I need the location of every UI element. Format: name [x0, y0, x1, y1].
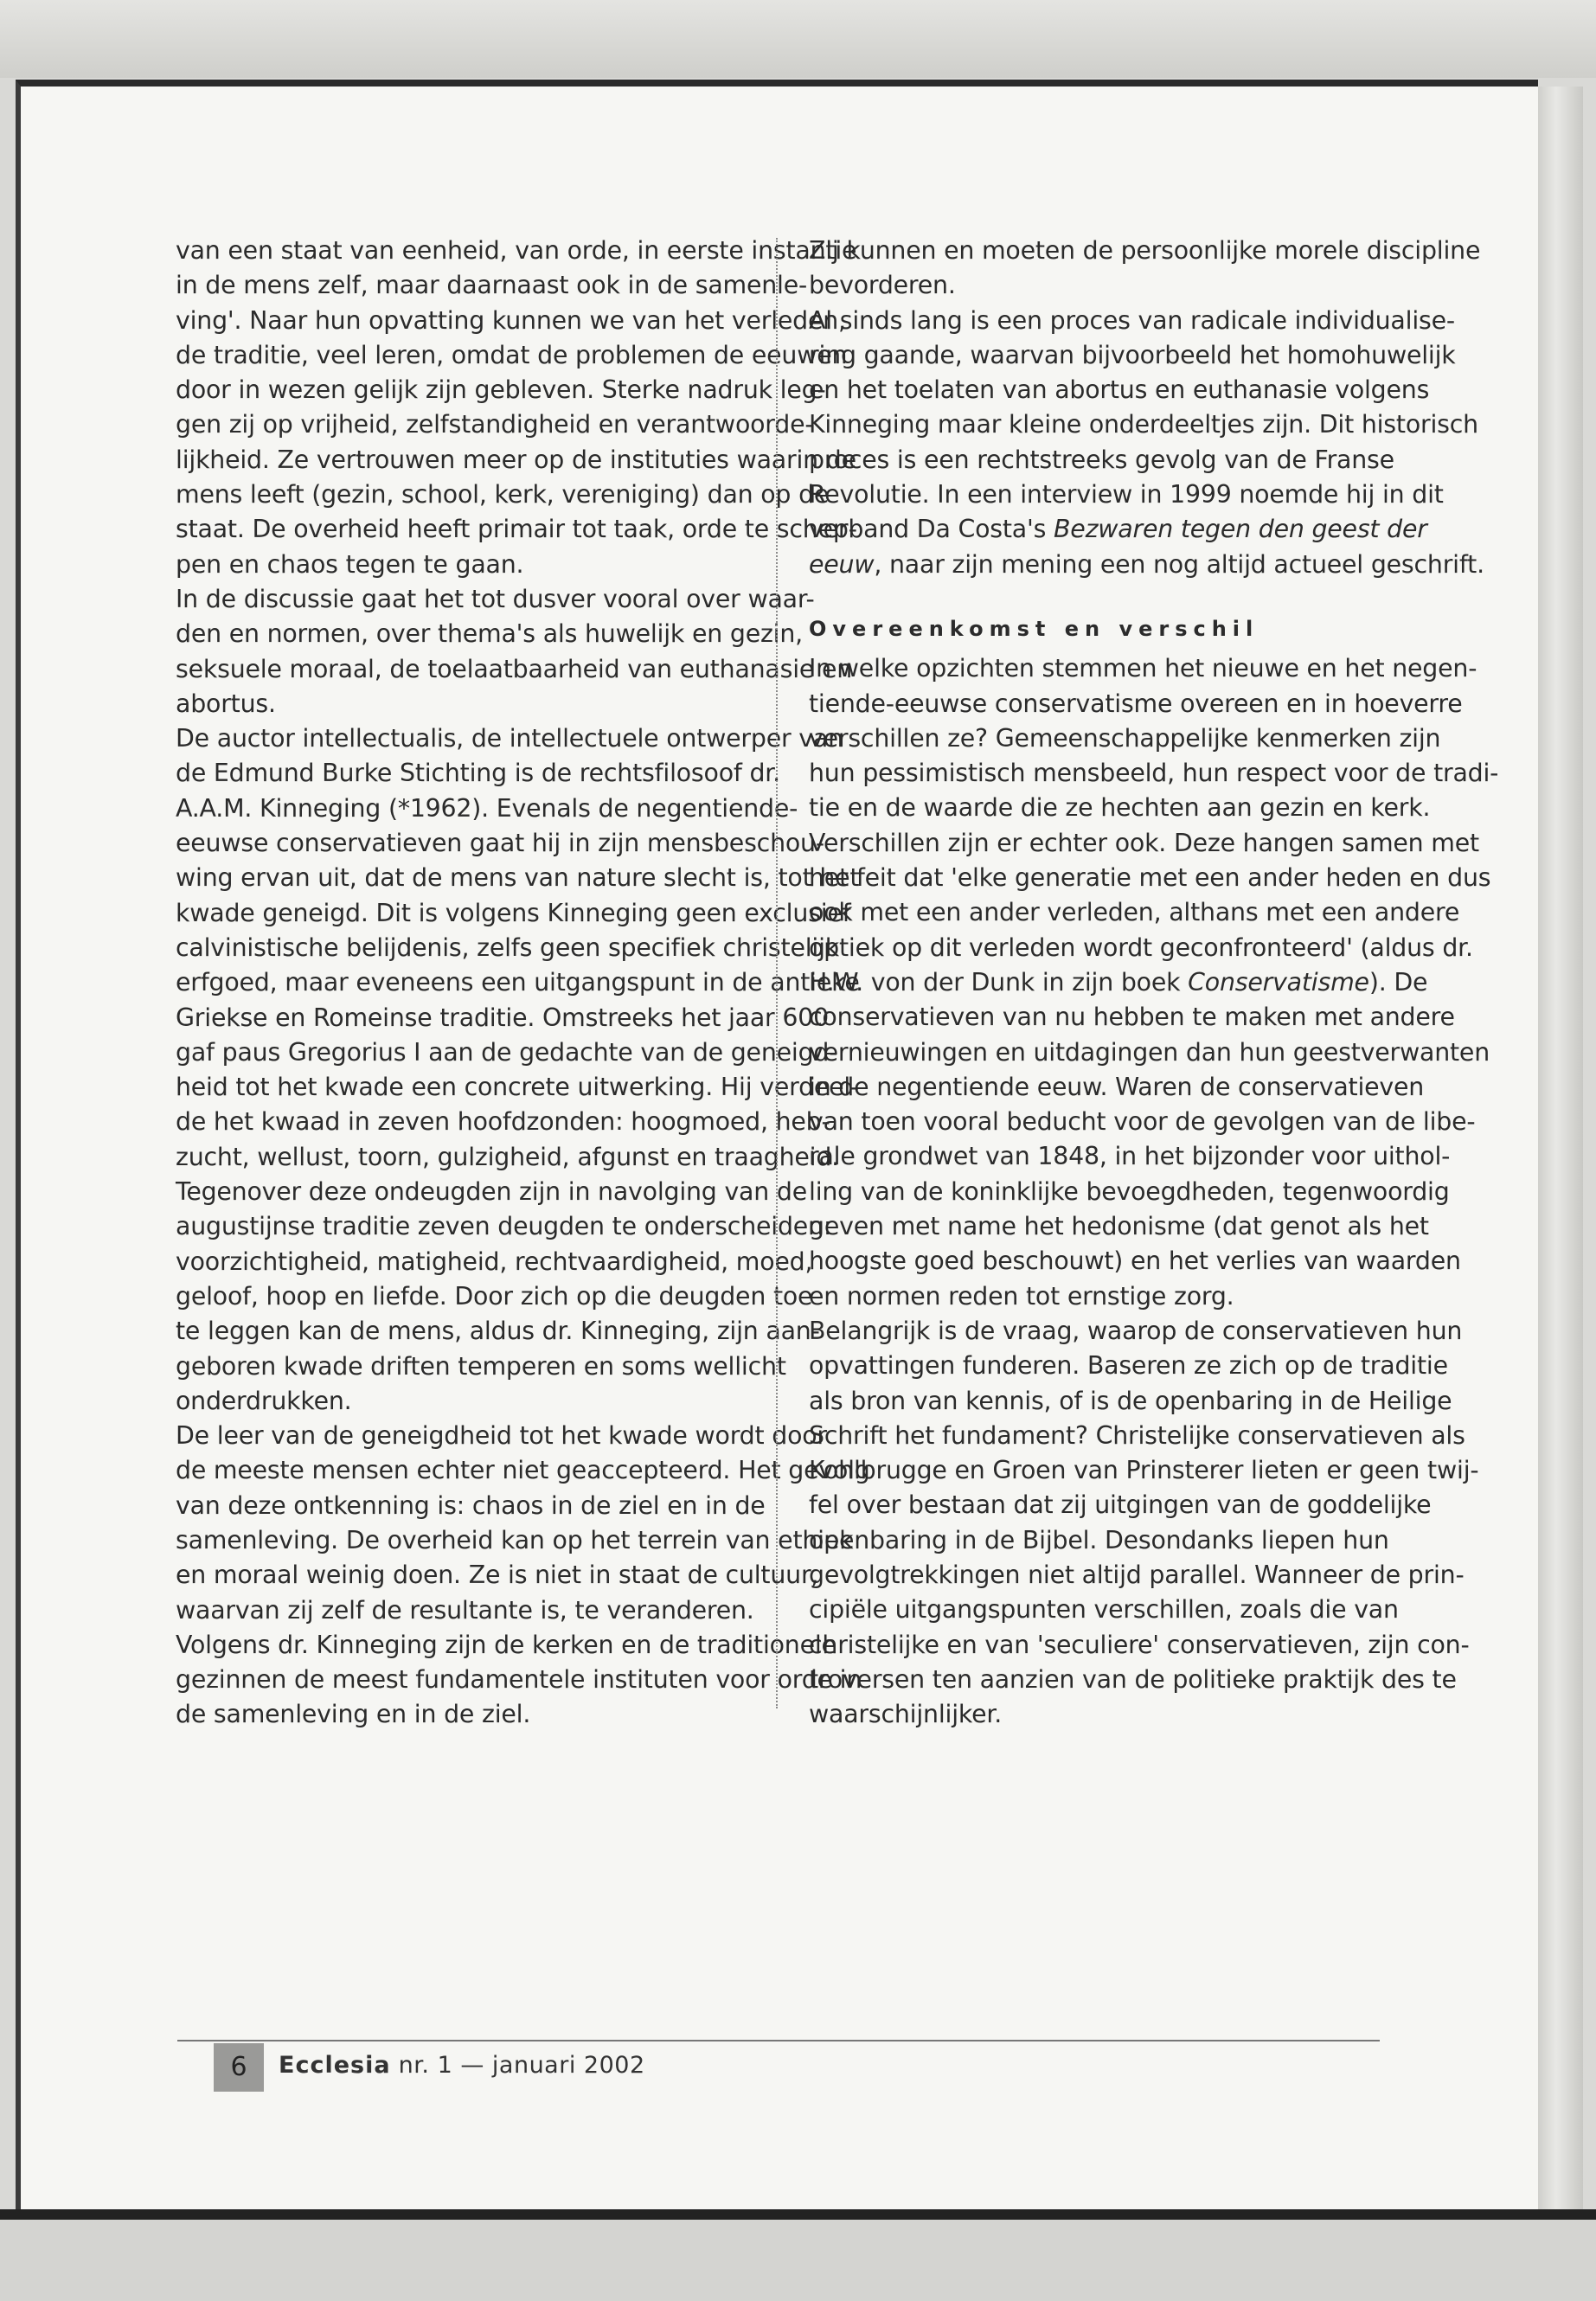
text-run: verband Da Costa's — [809, 515, 1054, 544]
text-line: gevolgtrekkingen niet altijd parallel. Wanneer de prin- — [809, 1560, 1465, 1589]
text-line: proces is een rechtstreeks gevolg van de Franse — [809, 445, 1394, 474]
text-line: waarschijnlijker. — [809, 1700, 1003, 1729]
page-number: 6 — [214, 2043, 264, 2092]
column-divider — [776, 238, 778, 1708]
text-line: geloof, hoop en liefde. Door zich op die deugden toe — [176, 1281, 813, 1311]
text-line: het feit dat 'elke generatie met een ander heden en dus — [809, 863, 1491, 893]
text-line: Revolutie. In een interview in 1999 noemde hij in dit — [809, 480, 1444, 510]
scan-background-bottom — [0, 2220, 1596, 2301]
magazine-name: Ecclesia — [279, 2052, 391, 2079]
text-line: Kohlbrugge en Groen van Prinsterer lieten er geen twij- — [809, 1456, 1479, 1485]
text-run: H.W. von der Dunk in zijn boek — [809, 967, 1189, 997]
text-line — [809, 548, 1484, 582]
paragraph — [176, 1419, 870, 1628]
issue-info: nr. 1 — januari 2002 — [398, 2052, 645, 2079]
left-text-column — [176, 234, 870, 1733]
text-line: conservatieven van nu hebben te maken met andere — [809, 1003, 1455, 1032]
text-line: tie en de waarde die ze hechten aan gezin en kerk. — [809, 793, 1431, 823]
text-line: cipiële uitgangspunten verschillen, zoals die van — [809, 1595, 1399, 1625]
text-line: seksuele moraal, de toelaatbaarheid van euthanasie en — [176, 654, 853, 683]
text-line: calvinistische belijdenis, zelfs geen specifiek christelijk — [176, 933, 840, 962]
footer-masthead — [279, 2052, 645, 2079]
text-line: A.A.M. Kinneging (*1962). Evenals de negentiende- — [176, 793, 798, 823]
text-line: geboren kwade driften temperen en soms wellicht — [176, 1351, 786, 1381]
text-line: van deze ontkenning is: chaos in de ziel en in de — [176, 1490, 766, 1520]
text-line: Zij kunnen en moeten de persoonlijke morele discipline — [809, 236, 1481, 265]
text-line: De leer van de geneigdheid tot het kwade wordt door — [176, 1421, 827, 1451]
text-line: van toen vooral beducht voor de gevolgen van de libe- — [809, 1107, 1476, 1137]
text-line: wing ervan uit, dat de mens van nature slecht is, tot het — [176, 863, 860, 893]
paragraph — [176, 721, 860, 1419]
book-title: eeuw — [809, 549, 875, 579]
next-page-edge — [1538, 87, 1583, 2214]
text-line: vernieuwingen en uitdagingen dan hun geestverwanten — [809, 1037, 1490, 1067]
text-line: samenleving. De overheid kan op het terrein van ethiek — [176, 1525, 854, 1554]
text-line: bevorderen. — [809, 271, 956, 300]
text-line: mens leeft (gezin, school, kerk, vereniging) dan op de — [176, 480, 830, 510]
text-line: door in wezen gelijk zijn gebleven. Sterke nadruk leg- — [176, 375, 826, 405]
text-line: gaf paus Gregorius I aan de gedachte van de geneigd- — [176, 1037, 838, 1067]
text-line: In welke opzichten stemmen het nieuwe en het negen- — [809, 654, 1477, 683]
paragraph — [176, 234, 857, 582]
text-line: en het toelaten van abortus en euthanasie volgens — [809, 375, 1430, 405]
text-line: augustijnse traditie zeven deugden te onderscheiden: — [176, 1212, 832, 1241]
page-bottom-edge — [0, 2209, 1596, 2220]
text-line: In de discussie gaat het tot dusver vooral over waar- — [176, 584, 815, 613]
text-line: opvattingen funderen. Baseren ze zich op de traditie — [809, 1351, 1448, 1381]
book-title: Bezwaren tegen den geest der — [1054, 515, 1427, 544]
text-line: troversen ten aanzien van de politieke praktijk des te — [809, 1664, 1457, 1694]
text-line: de Edmund Burke Stichting is de rechtsfilosoof dr. — [176, 759, 780, 788]
text-line: ling van de koninklijke bevoegdheden, tegenwoordig — [809, 1176, 1450, 1206]
text-line: van een staat van eenheid, van orde, in eerste instantie — [176, 236, 857, 265]
text-line: ving'. Naar hun opvatting kunnen we van het verleden, — [176, 305, 846, 335]
text-line: staat. De overheid heeft primair tot taak, orde te schep- — [176, 515, 857, 544]
section-heading: Overeenkomst en verschil — [809, 616, 1259, 641]
text-line: christelijke en van 'seculiere' conservatieven, zijn con- — [809, 1630, 1470, 1659]
text-line: te leggen kan de mens, aldus dr. Kinneging, zijn aan- — [176, 1317, 820, 1346]
text-line: zucht, wellust, toorn, gulzigheid, afgunst en traagheid. — [176, 1142, 839, 1171]
text-line: in de mens zelf, maar daarnaast ook in de samenle- — [176, 271, 808, 300]
text-line: de traditie, veel leren, omdat de problemen de eeuwen — [176, 340, 848, 369]
text-line: Griekse en Romeinse traditie. Omstreeks het jaar 600 — [176, 1003, 829, 1032]
text-line: de het kwaad in zeven hoofdzonden: hoogmoed, heb- — [176, 1107, 830, 1137]
text-line: ring gaande, waarvan bijvoorbeeld het homohuwelijk — [809, 340, 1456, 369]
text-line: fel over bestaan dat zij uitgingen van de goddelijke — [809, 1490, 1432, 1520]
text-line: Tegenover deze ondeugden zijn in navolging van de — [176, 1177, 807, 1207]
text-line: voorzichtigheid, matigheid, rechtvaardigheid, moed, — [176, 1247, 813, 1276]
paragraph — [809, 651, 1499, 825]
text-line: geven met name het hedonisme (dat genot als het — [809, 1212, 1429, 1241]
text-line: de meeste mensen echter niet geaccepteerd. Het gevolg — [176, 1456, 870, 1485]
paragraph — [809, 826, 1491, 1314]
text-line: Kinneging maar kleine onderdeeltjes zijn. Dit historisch — [809, 410, 1478, 439]
text-line: openbaring in de Bijbel. Desondanks liepen hun — [809, 1525, 1389, 1554]
text-line: erfgoed, maar eveneens een uitgangspunt in de antieke — [176, 968, 860, 997]
text-line: pen en chaos tegen te gaan. — [176, 549, 524, 579]
text-line: onderdrukken. — [176, 1386, 352, 1415]
text-line: waarvan zij zelf de resultante is, te veranderen. — [176, 1595, 754, 1625]
text-line: heid tot het kwade een concrete uitwerking. Hij verdeel- — [176, 1073, 860, 1102]
text-line: kwade geneigd. Dit is volgens Kinneging geen exclusief — [176, 898, 851, 927]
text-line: rale grondwet van 1848, in het bijzonder voor uithol- — [809, 1142, 1451, 1171]
footer-rule — [177, 2040, 1380, 2041]
text-line: optiek op dit verleden wordt geconfronteerd' (aldus dr. — [809, 933, 1473, 962]
text-line: hoogste goed beschouwt) en het verlies van waarden — [809, 1247, 1461, 1276]
paragraph — [176, 582, 853, 721]
text-line: De auctor intellectualis, de intellectuele ontwerper van — [176, 724, 843, 753]
paragraph — [809, 234, 1481, 304]
text-line: gezinnen de meest fundamentele instituten voor orde in — [176, 1665, 862, 1695]
text-line: Verschillen zijn er echter ook. Deze hangen samen met — [809, 828, 1479, 857]
book-title: Conservatisme — [1188, 967, 1369, 997]
text-line: den en normen, over thema's als huwelijk en gezin, — [176, 619, 803, 649]
text-line: hun pessimistisch mensbeeld, hun respect voor de tradi- — [809, 759, 1499, 788]
text-line: eeuwse conservatieven gaat hij in zijn mensbeschou- — [176, 829, 824, 858]
text-line: en moraal weinig doen. Ze is niet in staat de cultuur, — [176, 1561, 819, 1590]
scan-background-top — [0, 0, 1596, 78]
text-line: abortus. — [176, 689, 276, 718]
paragraph — [809, 304, 1484, 582]
text-run: , naar zijn mening een nog altijd actueel geschrift. — [874, 549, 1484, 579]
paragraph — [809, 1314, 1479, 1733]
text-line: en normen reden tot ernstige zorg. — [809, 1281, 1234, 1311]
text-run: ). De — [1368, 967, 1428, 997]
text-line: verschillen ze? Gemeenschappelijke kenmerken zijn — [809, 723, 1441, 753]
text-line: lijkheid. Ze vertrouwen meer op de instituties waarin de — [176, 445, 856, 474]
text-line: Schrift het fundament? Christelijke conservatieven als — [809, 1420, 1465, 1450]
text-line — [809, 512, 1427, 547]
right-text-column — [809, 234, 1499, 1732]
text-line: Belangrijk is de vraag, waarop de conservatieven hun — [809, 1316, 1463, 1345]
text-line: ook met een ander verleden, althans met een andere — [809, 898, 1460, 927]
text-line — [809, 965, 1428, 1000]
text-line: Al sinds lang is een proces van radicale individualise- — [809, 305, 1455, 335]
paragraph — [176, 1628, 862, 1733]
text-line: gen zij op vrijheid, zelfstandigheid en verantwoorde- — [176, 410, 814, 439]
text-line: als bron van kennis, of is de openbaring in de Heilige — [809, 1386, 1452, 1415]
text-line: de samenleving en in de ziel. — [176, 1700, 531, 1729]
text-line: Volgens dr. Kinneging zijn de kerken en de traditionele — [176, 1630, 836, 1659]
text-line: tiende-eeuwse conservatisme overeen en in hoeverre — [809, 689, 1463, 718]
text-line: in de negentiende eeuw. Waren de conservatieven — [809, 1072, 1425, 1101]
